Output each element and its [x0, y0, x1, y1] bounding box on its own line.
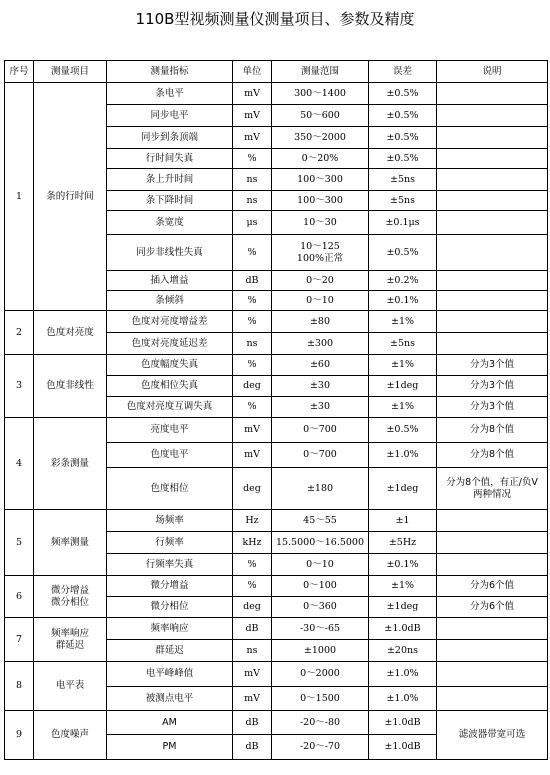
unit-cell: % — [233, 576, 272, 597]
note-cell — [437, 554, 548, 576]
unit-cell: % — [233, 397, 272, 418]
spec-table — [4, 60, 548, 760]
note-cell — [437, 169, 548, 191]
unit-cell: ns — [233, 191, 272, 211]
error-cell: ±20ns — [369, 640, 437, 662]
error-cell: ±0.2% — [369, 271, 437, 291]
error-cell: ±1.0dB — [369, 618, 437, 640]
unit-cell: dB — [233, 711, 272, 735]
note-cell: 分为8个值，有正/负V 两种情况 — [437, 468, 548, 510]
metric-cell: 条上升时间 — [107, 169, 233, 191]
error-cell: ±0.1% — [369, 554, 437, 576]
unit-cell: mV — [233, 83, 272, 105]
error-cell: ±0.5% — [369, 83, 437, 105]
range-cell: 0～100 — [272, 576, 369, 597]
metric-cell: 色度幅度失真 — [107, 355, 233, 376]
range-cell: -30～-65 — [272, 618, 369, 640]
error-cell: ±1.0% — [369, 662, 437, 687]
metric-cell: 微分增益 — [107, 576, 233, 597]
error-cell: ±1.0% — [369, 687, 437, 711]
metric-cell: 条宽度 — [107, 211, 233, 235]
error-cell: ±5ns — [369, 333, 437, 355]
table-row — [5, 311, 548, 333]
unit-cell: % — [233, 554, 272, 576]
error-cell: ±1deg — [369, 376, 437, 397]
unit-cell: ns — [233, 169, 272, 191]
metric-cell: 行时间失真 — [107, 149, 233, 169]
unit-cell: mV — [233, 443, 272, 468]
note-cell — [437, 333, 548, 355]
unit-cell: mV — [233, 105, 272, 127]
note-cell: 分为6个值 — [437, 597, 548, 618]
table-row — [5, 418, 548, 443]
unit-cell: kHz — [233, 532, 272, 554]
metric-cell: 色度对亮度增益差 — [107, 311, 233, 333]
header-row — [5, 61, 548, 83]
metric-cell: 同步非线性失真 — [107, 235, 233, 271]
unit-cell: Hz — [233, 510, 272, 532]
error-cell: ±1deg — [369, 597, 437, 618]
range-cell: ±80 — [272, 311, 369, 333]
unit-cell: deg — [233, 468, 272, 510]
header-cell: 测量指标 — [107, 61, 233, 83]
note-cell — [437, 687, 548, 711]
measurement-item: 色度非线性 — [34, 355, 107, 418]
range-cell: 10～30 — [272, 211, 369, 235]
range-cell: 0～700 — [272, 443, 369, 468]
range-cell: 45～55 — [272, 510, 369, 532]
error-cell: ±1% — [369, 311, 437, 333]
note-cell — [437, 662, 548, 687]
range-cell: 0～2000 — [272, 662, 369, 687]
range-cell: 10～125 100%正常 — [272, 235, 369, 271]
metric-cell: 被测点电平 — [107, 687, 233, 711]
metric-cell: 场频率 — [107, 510, 233, 532]
error-cell: ±0.1μs — [369, 211, 437, 235]
row-number: 2 — [5, 311, 34, 355]
metric-cell: 电平峰峰值 — [107, 662, 233, 687]
unit-cell: % — [233, 235, 272, 271]
range-cell: ±30 — [272, 376, 369, 397]
range-cell: 50～600 — [272, 105, 369, 127]
unit-cell: % — [233, 311, 272, 333]
error-cell: ±1 — [369, 510, 437, 532]
range-cell: ±1000 — [272, 640, 369, 662]
unit-cell: % — [233, 149, 272, 169]
error-cell: ±0.5% — [369, 105, 437, 127]
metric-cell: 色度相位 — [107, 468, 233, 510]
note-cell — [437, 191, 548, 211]
measurement-item: 电平表 — [34, 662, 107, 711]
range-cell: 0～20 — [272, 271, 369, 291]
unit-cell: dB — [233, 735, 272, 760]
metric-cell: 色度电平 — [107, 443, 233, 468]
row-number: 7 — [5, 618, 34, 662]
error-cell: ±5ns — [369, 191, 437, 211]
error-cell: ±0.5% — [369, 235, 437, 271]
note-cell — [437, 640, 548, 662]
note-cell: 分为3个值 — [437, 355, 548, 376]
table-row — [5, 355, 548, 376]
error-cell: ±0.5% — [369, 418, 437, 443]
note-cell — [437, 149, 548, 169]
metric-cell: 频率响应 — [107, 618, 233, 640]
unit-cell: deg — [233, 597, 272, 618]
unit-cell: ns — [233, 640, 272, 662]
note-cell — [437, 618, 548, 640]
metric-cell: 微分相位 — [107, 597, 233, 618]
header-cell: 说明 — [437, 61, 548, 83]
row-number: 5 — [5, 510, 34, 576]
metric-cell: 条电平 — [107, 83, 233, 105]
unit-cell: mV — [233, 662, 272, 687]
error-cell: ±1% — [369, 576, 437, 597]
table-row — [5, 83, 548, 105]
range-cell: 0～700 — [272, 418, 369, 443]
metric-cell: 条下降时间 — [107, 191, 233, 211]
measurement-item: 色度噪声 — [34, 711, 107, 760]
range-cell: 0～360 — [272, 597, 369, 618]
metric-cell: 行频率 — [107, 532, 233, 554]
note-cell — [437, 127, 548, 149]
range-cell: 0～10 — [272, 554, 369, 576]
header-cell: 测量范围 — [272, 61, 369, 83]
note-cell — [437, 235, 548, 271]
measurement-item: 彩条测量 — [34, 418, 107, 510]
table-row — [5, 618, 548, 640]
unit-cell: mV — [233, 418, 272, 443]
note-cell: 分为8个值 — [437, 418, 548, 443]
unit-cell: dB — [233, 271, 272, 291]
measurement-item: 色度对亮度 — [34, 311, 107, 355]
error-cell: ±0.5% — [369, 149, 437, 169]
range-cell: 0～20% — [272, 149, 369, 169]
range-cell: ±30 — [272, 397, 369, 418]
range-cell: ±60 — [272, 355, 369, 376]
note-cell — [437, 211, 548, 235]
metric-cell: 亮度电平 — [107, 418, 233, 443]
error-cell: ±1% — [369, 397, 437, 418]
row-number: 3 — [5, 355, 34, 418]
note-cell: 分为6个值 — [437, 576, 548, 597]
metric-cell: 同步到条顶端 — [107, 127, 233, 149]
error-cell: ±1% — [369, 355, 437, 376]
note-cell — [437, 532, 548, 554]
range-cell: 300～1400 — [272, 83, 369, 105]
note-cell — [437, 83, 548, 105]
note-cell — [437, 291, 548, 311]
note-cell — [437, 510, 548, 532]
row-number: 9 — [5, 711, 34, 760]
note-cell — [437, 105, 548, 127]
measurement-item: 频率响应 群延迟 — [34, 618, 107, 662]
error-cell: ±0.5% — [369, 127, 437, 149]
row-number: 4 — [5, 418, 34, 510]
note-cell: 分为3个值 — [437, 376, 548, 397]
error-cell: ±0.1% — [369, 291, 437, 311]
unit-cell: mV — [233, 687, 272, 711]
table-row — [5, 662, 548, 687]
error-cell: ±1.0% — [369, 443, 437, 468]
note-cell — [437, 271, 548, 291]
header-cell: 序号 — [5, 61, 34, 83]
note-cell: 滤波器带宽可选 — [437, 711, 548, 760]
row-number: 6 — [5, 576, 34, 618]
note-cell — [437, 311, 548, 333]
error-cell: ±5ns — [369, 169, 437, 191]
note-cell: 分为8个值 — [437, 443, 548, 468]
range-cell: -20～-80 — [272, 711, 369, 735]
metric-cell: 色度相位失真 — [107, 376, 233, 397]
range-cell: ±300 — [272, 333, 369, 355]
note-cell: 分为3个值 — [437, 397, 548, 418]
measurement-item: 微分增益 微分相位 — [34, 576, 107, 618]
metric-cell: 同步电平 — [107, 105, 233, 127]
unit-cell: dB — [233, 618, 272, 640]
range-cell: ±180 — [272, 468, 369, 510]
measurement-item: 频率测量 — [34, 510, 107, 576]
unit-cell: mV — [233, 127, 272, 149]
metric-cell: 插入增益 — [107, 271, 233, 291]
metric-cell: 行频率失真 — [107, 554, 233, 576]
header-cell: 单位 — [233, 61, 272, 83]
header-cell: 测量项目 — [34, 61, 107, 83]
error-cell: ±5Hz — [369, 532, 437, 554]
range-cell: 0～1500 — [272, 687, 369, 711]
table-row — [5, 711, 548, 735]
header-cell: 误差 — [369, 61, 437, 83]
metric-cell: PM — [107, 735, 233, 760]
unit-cell: μs — [233, 211, 272, 235]
metric-cell: 色度对亮度延迟差 — [107, 333, 233, 355]
error-cell: ±1.0dB — [369, 735, 437, 760]
row-number: 1 — [5, 83, 34, 311]
unit-cell: % — [233, 291, 272, 311]
table-row — [5, 576, 548, 597]
range-cell: 100～300 — [272, 191, 369, 211]
range-cell: 100～300 — [272, 169, 369, 191]
unit-cell: ns — [233, 333, 272, 355]
table-body — [5, 83, 548, 760]
error-cell: ±1.0dB — [369, 711, 437, 735]
range-cell: 15.5000～16.5000 — [272, 532, 369, 554]
range-cell: -20～-70 — [272, 735, 369, 760]
table-row — [5, 510, 548, 532]
range-cell: 0～10 — [272, 291, 369, 311]
unit-cell: % — [233, 355, 272, 376]
page-title: 110B型视频测量仪测量项目、参数及精度 — [135, 10, 415, 28]
metric-cell: 条倾斜 — [107, 291, 233, 311]
measurement-item: 条的行时间 — [34, 83, 107, 311]
range-cell: 350～2000 — [272, 127, 369, 149]
error-cell: ±1deg — [369, 468, 437, 510]
row-number: 8 — [5, 662, 34, 711]
metric-cell: 色度对亮度互调失真 — [107, 397, 233, 418]
metric-cell: AM — [107, 711, 233, 735]
metric-cell: 群延迟 — [107, 640, 233, 662]
unit-cell: deg — [233, 376, 272, 397]
